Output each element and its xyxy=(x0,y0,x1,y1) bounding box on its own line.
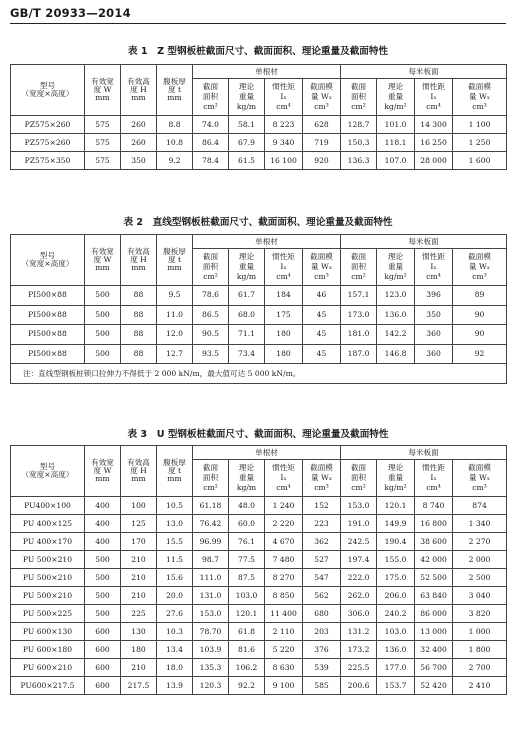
table-cell: 547 xyxy=(303,569,341,587)
table-cell: 15.5 xyxy=(157,533,193,551)
table-cell: 153.0 xyxy=(341,497,377,515)
col-header-permeter-3: 截面模 量 Wₓ cm³ xyxy=(453,460,507,497)
table-cell: 13 000 xyxy=(415,623,453,641)
table-cell: 136.0 xyxy=(377,641,415,659)
table-row xyxy=(11,623,507,641)
table-straight-type xyxy=(10,234,507,384)
table-row xyxy=(11,515,507,533)
table-cell: 575 xyxy=(85,116,121,134)
table-cell: 203 xyxy=(303,623,341,641)
table-cell: 1 340 xyxy=(453,515,507,533)
col-header-permeter-2: 惯性距 Iₓ cm⁴ xyxy=(415,460,453,497)
table-cell: 88 xyxy=(121,305,157,325)
table-cell: 12.0 xyxy=(157,325,193,345)
table-cell: 7 480 xyxy=(265,551,303,569)
table-cell: 76.1 xyxy=(229,533,265,551)
table-cell: 1 100 xyxy=(453,116,507,134)
col-header-permeter-1: 理论 重量 kg/m² xyxy=(377,79,415,116)
table-cell: 42 000 xyxy=(415,551,453,569)
table-cell: 562 xyxy=(303,587,341,605)
table-cell: 200.6 xyxy=(341,677,377,695)
col-header-t: 腹板厚 度 t mm xyxy=(157,65,193,116)
table-cell: 2 110 xyxy=(265,623,303,641)
table-cell: PZ575×260 xyxy=(11,134,85,152)
table-cell: 350 xyxy=(121,152,157,170)
table-cell: 350 xyxy=(415,305,453,325)
table-cell: 240.2 xyxy=(377,605,415,623)
table-row xyxy=(11,325,507,345)
table-cell: 90 xyxy=(453,305,507,325)
table-row xyxy=(11,641,507,659)
table-cell: PI500×88 xyxy=(11,305,85,325)
table-cell: 120.3 xyxy=(193,677,229,695)
table-cell: 600 xyxy=(85,677,121,695)
table-cell: 9.2 xyxy=(157,152,193,170)
table-cell: 225 xyxy=(121,605,157,623)
table-cell: 1 240 xyxy=(265,497,303,515)
table-cell: 8 740 xyxy=(415,497,453,515)
table-cell: 98.7 xyxy=(193,551,229,569)
table-cell: 130 xyxy=(121,623,157,641)
table-cell: 1 000 xyxy=(453,623,507,641)
table-cell: 500 xyxy=(85,344,121,364)
table-cell: 719 xyxy=(303,134,341,152)
table-cell: 175 xyxy=(265,305,303,325)
col-group-per-meter: 每米板面 xyxy=(341,65,507,79)
table-cell: 8 630 xyxy=(265,659,303,677)
table-cell: 197.4 xyxy=(341,551,377,569)
col-header-type: 型号 （宽度×高度） xyxy=(11,235,85,286)
table-note: 注：直线型钢板桩锁口拉伸力不得低于 2 000 kN/m，最大值可达 5 000 kN/m。 xyxy=(11,364,507,384)
table-cell: 2 270 xyxy=(453,533,507,551)
table-cell: 52 500 xyxy=(415,569,453,587)
table-cell: PU 600×210 xyxy=(11,659,85,677)
col-header-single-2: 惯性矩 Iₓ cm⁴ xyxy=(265,79,303,116)
table-cell: 8 850 xyxy=(265,587,303,605)
col-group-per-meter: 每米板面 xyxy=(341,235,507,249)
table-cell: 180 xyxy=(121,641,157,659)
table-row xyxy=(11,134,507,152)
table-cell: 1 800 xyxy=(453,641,507,659)
table-cell: 73.4 xyxy=(229,344,265,364)
table-cell: 120.1 xyxy=(377,497,415,515)
table-cell: 1 600 xyxy=(453,152,507,170)
table-cell: 175.0 xyxy=(377,569,415,587)
table-cell: 88 xyxy=(121,325,157,345)
table-cell: 8 270 xyxy=(265,569,303,587)
table-cell: 260 xyxy=(121,134,157,152)
col-header-single-1: 理论 重量 kg/m xyxy=(229,249,265,286)
table-cell: PU 500×225 xyxy=(11,605,85,623)
table-cell: 210 xyxy=(121,659,157,677)
table-cell: 155.0 xyxy=(377,551,415,569)
table-row xyxy=(11,344,507,364)
table-cell: 173.2 xyxy=(341,641,377,659)
col-group-single: 单根材 xyxy=(193,446,341,460)
table-cell: PU400×100 xyxy=(11,497,85,515)
table-cell: 222.0 xyxy=(341,569,377,587)
table-cell: 680 xyxy=(303,605,341,623)
table-cell: 60.0 xyxy=(229,515,265,533)
table-cell: 89 xyxy=(453,286,507,306)
table-cell: 8 223 xyxy=(265,116,303,134)
table-cell: 500 xyxy=(85,569,121,587)
table-row xyxy=(11,605,507,623)
table-cell: 90 xyxy=(453,325,507,345)
table-cell: 56 700 xyxy=(415,659,453,677)
table-cell: 123.0 xyxy=(377,286,415,306)
table-cell: 9 100 xyxy=(265,677,303,695)
table-cell: 500 xyxy=(85,551,121,569)
table-cell: PU 500×210 xyxy=(11,551,85,569)
table-cell: 61.8 xyxy=(229,623,265,641)
table-cell: 376 xyxy=(303,641,341,659)
table-cell: 210 xyxy=(121,587,157,605)
table-cell: 136.0 xyxy=(377,305,415,325)
col-header-permeter-2: 惯性距 Iₓ cm⁴ xyxy=(415,249,453,286)
col-header-permeter-1: 理论 重量 kg/m² xyxy=(377,249,415,286)
table-cell: 500 xyxy=(85,286,121,306)
table-row xyxy=(11,659,507,677)
table-cell: 45 xyxy=(303,344,341,364)
table-cell: 52 420 xyxy=(415,677,453,695)
table-cell: 107.0 xyxy=(377,152,415,170)
table-cell: 92.2 xyxy=(229,677,265,695)
table-cell: 628 xyxy=(303,116,341,134)
table-cell: 32 400 xyxy=(415,641,453,659)
table-cell: 13.9 xyxy=(157,677,193,695)
table-cell: 575 xyxy=(85,134,121,152)
table-cell: 131.2 xyxy=(341,623,377,641)
table-cell: 177.0 xyxy=(377,659,415,677)
table-cell: 360 xyxy=(415,344,453,364)
table-cell: 46 xyxy=(303,286,341,306)
col-group-single: 单根材 xyxy=(193,65,341,79)
table-cell: 87.5 xyxy=(229,569,265,587)
table-cell: 2 700 xyxy=(453,659,507,677)
table-cell: 4 670 xyxy=(265,533,303,551)
table-cell: 400 xyxy=(85,515,121,533)
table-cell: 48.0 xyxy=(229,497,265,515)
table-cell: 206.0 xyxy=(377,587,415,605)
table-cell: 58.1 xyxy=(229,116,265,134)
header-row-group xyxy=(11,446,507,460)
table-cell: PU 500×210 xyxy=(11,587,85,605)
table-row xyxy=(11,286,507,306)
table-cell: 13.0 xyxy=(157,515,193,533)
table-cell: 170 xyxy=(121,533,157,551)
table-cell: 500 xyxy=(85,305,121,325)
col-header-h: 有效高 度 H mm xyxy=(121,446,157,497)
table-cell: 539 xyxy=(303,659,341,677)
col-header-single-3: 截面模 量 Wₓ cm³ xyxy=(303,79,341,116)
table-cell: 527 xyxy=(303,551,341,569)
table-cell: 92 xyxy=(453,344,507,364)
table3-title: 表 3 U 型钢板桩截面尺寸、截面面积、理论重量及截面特性 xyxy=(127,429,389,440)
table-cell: 190.4 xyxy=(377,533,415,551)
table-cell: 38 600 xyxy=(415,533,453,551)
table-cell: 12.7 xyxy=(157,344,193,364)
table-row xyxy=(11,152,507,170)
table-cell: 125 xyxy=(121,515,157,533)
table-cell: 67.9 xyxy=(229,134,265,152)
table-cell: 103.0 xyxy=(229,587,265,605)
table-cell: 2 410 xyxy=(453,677,507,695)
table-cell: 153.7 xyxy=(377,677,415,695)
table-cell: 103.9 xyxy=(193,641,229,659)
table-row xyxy=(11,569,507,587)
col-header-h: 有效高 度 H mm xyxy=(121,65,157,116)
table-cell: 173.0 xyxy=(341,305,377,325)
header-row-group xyxy=(11,235,507,249)
col-header-permeter-1: 理论 重量 kg/m² xyxy=(377,460,415,497)
table-cell: PU600×217.5 xyxy=(11,677,85,695)
table-cell: 86 000 xyxy=(415,605,453,623)
table-cell: PU 600×130 xyxy=(11,623,85,641)
table-cell: 10.5 xyxy=(157,497,193,515)
col-group-single: 单根材 xyxy=(193,235,341,249)
table-cell: 78.4 xyxy=(193,152,229,170)
col-header-single-1: 理论 重量 kg/m xyxy=(229,79,265,116)
table-cell: 260 xyxy=(121,116,157,134)
table-cell: 63 840 xyxy=(415,587,453,605)
table-cell: 153.0 xyxy=(193,605,229,623)
table-cell: 135.3 xyxy=(193,659,229,677)
table-cell: 262.0 xyxy=(341,587,377,605)
table-cell: PU 400×125 xyxy=(11,515,85,533)
table-cell: 76.42 xyxy=(193,515,229,533)
table-cell: 81.6 xyxy=(229,641,265,659)
table-cell: 242.5 xyxy=(341,533,377,551)
table-cell: 8.8 xyxy=(157,116,193,134)
table-cell: 13.4 xyxy=(157,641,193,659)
table-cell: 3 040 xyxy=(453,587,507,605)
table-cell: 920 xyxy=(303,152,341,170)
table-cell: 9.5 xyxy=(157,286,193,306)
col-header-permeter-0: 截面 面积 cm² xyxy=(341,460,377,497)
table-cell: 15.6 xyxy=(157,569,193,587)
table-cell: 111.0 xyxy=(193,569,229,587)
table-cell: 152 xyxy=(303,497,341,515)
table-cell: 180 xyxy=(265,325,303,345)
table-cell: 18.0 xyxy=(157,659,193,677)
table-cell: PU 400×170 xyxy=(11,533,85,551)
col-header-w: 有效宽 度 W mm xyxy=(85,65,121,116)
table-cell: 77.5 xyxy=(229,551,265,569)
table-cell: 396 xyxy=(415,286,453,306)
table-row xyxy=(11,116,507,134)
table-row xyxy=(11,497,507,515)
table-cell: 11 400 xyxy=(265,605,303,623)
table-cell: 600 xyxy=(85,659,121,677)
table-cell: 61.5 xyxy=(229,152,265,170)
col-header-single-0: 截面 面积 cm² xyxy=(193,460,229,497)
table-cell: 101.0 xyxy=(377,116,415,134)
col-header-single-3: 截面模 量 Wₓ cm³ xyxy=(303,249,341,286)
table-cell: PZ575×260 xyxy=(11,116,85,134)
header-row-group xyxy=(11,65,507,79)
table-cell: 71.1 xyxy=(229,325,265,345)
table-cell: 500 xyxy=(85,325,121,345)
table-cell: 96.99 xyxy=(193,533,229,551)
table-cell: 68.0 xyxy=(229,305,265,325)
table-cell: 225.5 xyxy=(341,659,377,677)
table-cell: 210 xyxy=(121,551,157,569)
table-cell: 27.6 xyxy=(157,605,193,623)
table-cell: 20.0 xyxy=(157,587,193,605)
table-cell: 5 220 xyxy=(265,641,303,659)
table-cell: PU 600×180 xyxy=(11,641,85,659)
table-cell: 146.8 xyxy=(377,344,415,364)
table-cell: 45 xyxy=(303,325,341,345)
table-cell: 142.2 xyxy=(377,325,415,345)
table-cell: 180 xyxy=(265,344,303,364)
col-header-single-0: 截面 面积 cm² xyxy=(193,249,229,286)
table-cell: 149.9 xyxy=(377,515,415,533)
col-group-per-meter: 每米板面 xyxy=(341,446,507,460)
col-header-single-1: 理论 重量 kg/m xyxy=(229,460,265,497)
table-cell: 362 xyxy=(303,533,341,551)
col-header-t: 腹板厚 度 t mm xyxy=(157,235,193,286)
table-cell: 45 xyxy=(303,305,341,325)
col-header-single-2: 惯性矩 Iₓ cm⁴ xyxy=(265,460,303,497)
table-cell: 100 xyxy=(121,497,157,515)
table-cell: 400 xyxy=(85,497,121,515)
table-row xyxy=(11,305,507,325)
table-cell: 575 xyxy=(85,152,121,170)
table-cell: 10.8 xyxy=(157,134,193,152)
table-cell: 14 300 xyxy=(415,116,453,134)
table-cell: 3 820 xyxy=(453,605,507,623)
table-cell: 600 xyxy=(85,623,121,641)
table-row xyxy=(11,533,507,551)
table-cell: 11.0 xyxy=(157,305,193,325)
table-cell: 118.1 xyxy=(377,134,415,152)
header-divider xyxy=(10,23,506,24)
table-cell: 136.3 xyxy=(341,152,377,170)
table-cell: 61.18 xyxy=(193,497,229,515)
table-cell: 16 250 xyxy=(415,134,453,152)
col-header-permeter-3: 截面模 量 Wₓ cm³ xyxy=(453,249,507,286)
table-u-type xyxy=(10,445,507,695)
table-cell: 86.5 xyxy=(193,305,229,325)
table-row xyxy=(11,551,507,569)
table-cell: 306.0 xyxy=(341,605,377,623)
table-cell: 128.7 xyxy=(341,116,377,134)
table-cell: PI500×88 xyxy=(11,325,85,345)
table-cell: 1 250 xyxy=(453,134,507,152)
table-cell: 2 220 xyxy=(265,515,303,533)
table-cell: 874 xyxy=(453,497,507,515)
table-cell: PZ575×350 xyxy=(11,152,85,170)
col-header-h: 有效高 度 H mm xyxy=(121,235,157,286)
col-header-t: 腹板厚 度 t mm xyxy=(157,446,193,497)
col-header-permeter-3: 截面模 量 Wₓ cm³ xyxy=(453,79,507,116)
table-cell: 88 xyxy=(121,286,157,306)
table-cell: 500 xyxy=(85,605,121,623)
table-cell: 191.0 xyxy=(341,515,377,533)
col-header-single-0: 截面 面积 cm² xyxy=(193,79,229,116)
table-cell: 210 xyxy=(121,569,157,587)
col-header-single-3: 截面模 量 Wₓ cm³ xyxy=(303,460,341,497)
col-header-type: 型号 （宽度×高度） xyxy=(11,65,85,116)
col-header-permeter-0: 截面 面积 cm² xyxy=(341,249,377,286)
table-row xyxy=(11,587,507,605)
table-cell: 585 xyxy=(303,677,341,695)
table-cell: 131.0 xyxy=(193,587,229,605)
table-cell: 360 xyxy=(415,325,453,345)
col-header-permeter-2: 惯性距 Iₓ cm⁴ xyxy=(415,79,453,116)
table-cell: 181.0 xyxy=(341,325,377,345)
table-cell: 11.5 xyxy=(157,551,193,569)
table-cell: 78.70 xyxy=(193,623,229,641)
table-cell: 103.0 xyxy=(377,623,415,641)
standard-code: GB/T 20933—2014 xyxy=(10,6,131,20)
table-cell: 10.3 xyxy=(157,623,193,641)
table-cell: 217.5 xyxy=(121,677,157,695)
table-cell: 187.0 xyxy=(341,344,377,364)
note-row xyxy=(11,364,507,384)
table-cell: 86.4 xyxy=(193,134,229,152)
table2-title: 表 2 直线型钢板桩截面尺寸、截面面积、理论重量及截面特性 xyxy=(123,217,393,228)
table-cell: 120.1 xyxy=(229,605,265,623)
table-cell: 61.7 xyxy=(229,286,265,306)
table-cell: PI500×88 xyxy=(11,344,85,364)
col-header-permeter-0: 截面 面积 cm² xyxy=(341,79,377,116)
table-cell: 74.0 xyxy=(193,116,229,134)
table-z-type xyxy=(10,64,507,170)
table-row xyxy=(11,677,507,695)
table-cell: 2 000 xyxy=(453,551,507,569)
table-cell: 28 000 xyxy=(415,152,453,170)
col-header-w: 有效宽 度 W mm xyxy=(85,235,121,286)
col-header-single-2: 惯性矩 Iₓ cm⁴ xyxy=(265,249,303,286)
table-cell: 500 xyxy=(85,587,121,605)
table-cell: 157.1 xyxy=(341,286,377,306)
table-cell: 223 xyxy=(303,515,341,533)
table-cell: 16 100 xyxy=(265,152,303,170)
table-cell: 184 xyxy=(265,286,303,306)
table-cell: 90.5 xyxy=(193,325,229,345)
table-cell: 88 xyxy=(121,344,157,364)
table-cell: 93.5 xyxy=(193,344,229,364)
table-cell: 16 800 xyxy=(415,515,453,533)
table-cell: 600 xyxy=(85,641,121,659)
table-cell: PI500×88 xyxy=(11,286,85,306)
table-cell: 106.2 xyxy=(229,659,265,677)
table-cell: 2 500 xyxy=(453,569,507,587)
table-cell: 9 340 xyxy=(265,134,303,152)
table-cell: 150.3 xyxy=(341,134,377,152)
col-header-type: 型号 （宽度×高度） xyxy=(11,446,85,497)
col-header-w: 有效宽 度 W mm xyxy=(85,446,121,497)
table-cell: 400 xyxy=(85,533,121,551)
table1-title: 表 1 Z 型钢板桩截面尺寸、截面面积、理论重量及截面特性 xyxy=(127,46,389,57)
table-cell: PU 500×210 xyxy=(11,569,85,587)
table-cell: 78.6 xyxy=(193,286,229,306)
